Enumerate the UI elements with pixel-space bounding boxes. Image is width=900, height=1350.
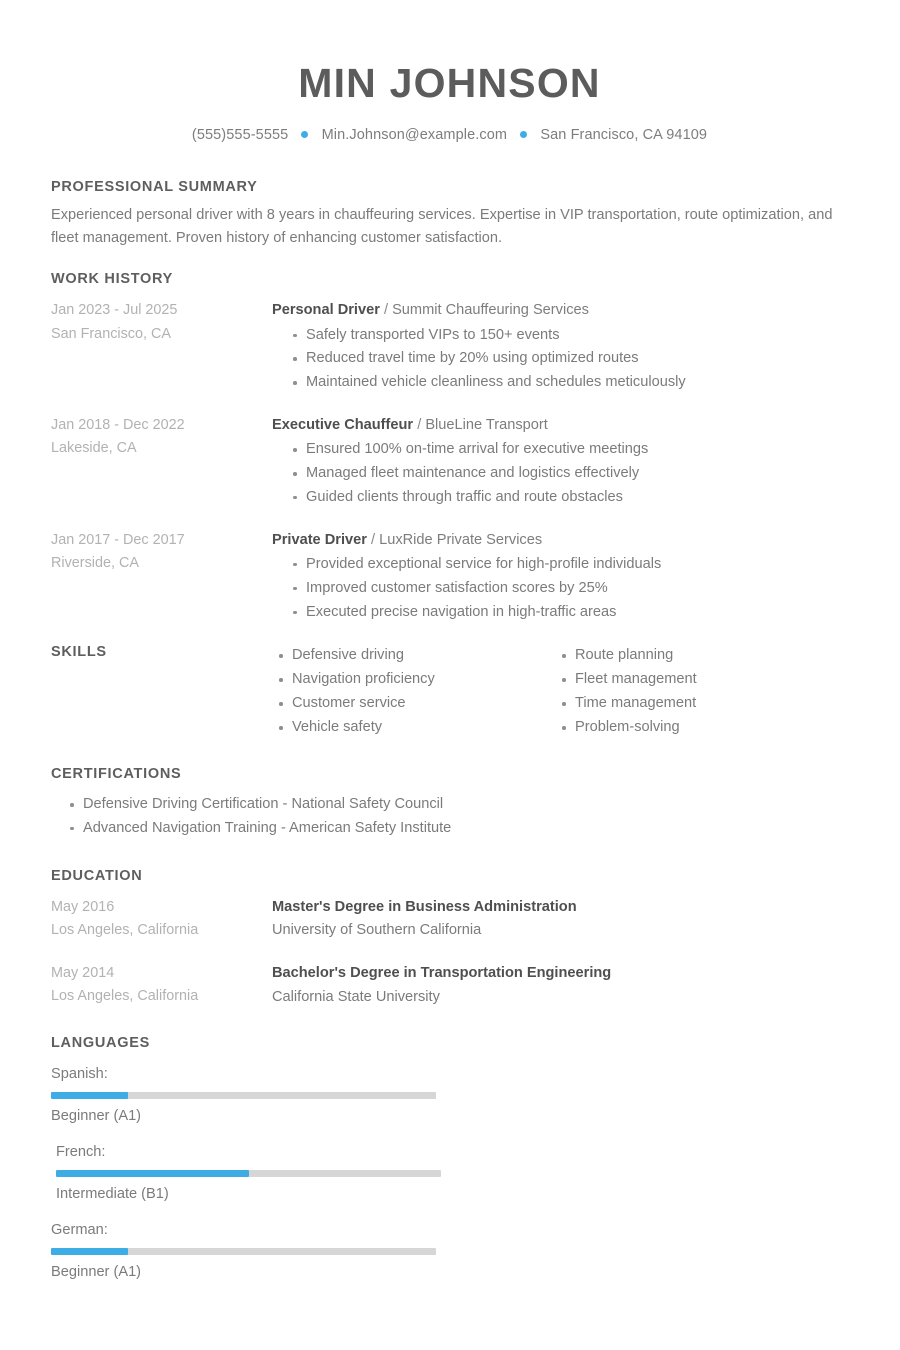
language-item — [51, 1064, 449, 1128]
work-entry-detail-column — [272, 529, 848, 625]
work-entry-detail-column — [272, 299, 848, 395]
work-entry-dates: Jan 2017 - Dec 2017 — [51, 531, 185, 548]
section-heading-summary: PROFESSIONAL SUMMARY — [51, 179, 258, 196]
work-entry-bullets — [272, 438, 848, 509]
skill-item: Defensive driving — [272, 644, 555, 668]
work-entry-location: Lakeside, CA — [51, 440, 137, 457]
work-bullet: Provided exceptional service for high-profile individuals — [272, 553, 848, 577]
work-entry-dates: Jan 2023 - Jul 2025 — [51, 302, 178, 319]
language-level: Intermediate (B1) — [56, 1185, 169, 1202]
summary-text: Experienced personal driver with 8 years in chauffeuring services. Expertise in VIP transportation, route optimization, and fleet management. Proven history of enhancing customer satisfaction. — [51, 207, 833, 246]
language-level: Beginner (A1) — [51, 1263, 142, 1280]
skill-item: Customer service — [272, 692, 555, 716]
certification-item: Defensive Driving Certification - National Safety Council — [51, 793, 848, 817]
work-bullet: Ensured 100% on-time arrival for executive meetings — [272, 438, 848, 462]
skill-item: Time management — [555, 692, 848, 716]
certifications-list — [51, 793, 848, 841]
work-entry-date-column — [51, 299, 272, 395]
work-entry-company: BlueLine Transport — [425, 416, 548, 433]
dot-separator-icon — [520, 131, 527, 138]
work-entry-job-title: Executive Chauffeur — [272, 416, 414, 433]
skills-column-left — [272, 644, 555, 740]
contact-line — [51, 127, 848, 143]
work-entry-detail-column — [272, 414, 848, 510]
phone-number: (555)555-5555 — [191, 127, 289, 144]
section-education — [51, 868, 848, 1010]
skill-item: Problem-solving — [555, 716, 848, 740]
education-school: California State University — [272, 988, 440, 1005]
education-entry-detail-column — [272, 962, 848, 1009]
education-entry-date-column — [51, 896, 272, 943]
language-proficiency-bar — [51, 1092, 436, 1099]
email-address: Min.Johnson@example.com — [321, 127, 508, 144]
work-entry-title-line — [272, 414, 848, 437]
work-entry — [51, 414, 848, 510]
work-entry-bullets — [272, 553, 848, 624]
work-entry-bullets — [272, 324, 848, 395]
skill-item: Route planning — [555, 644, 848, 668]
work-entry-location: Riverside, CA — [51, 554, 139, 571]
work-bullet: Guided clients through traffic and route obstacles — [272, 486, 848, 510]
title-separator: / — [383, 302, 389, 319]
education-degree: Bachelor's Degree in Transportation Engineering — [272, 964, 612, 981]
work-bullet: Improved customer satisfaction scores by 25% — [272, 577, 848, 601]
work-entry-title-line — [272, 529, 848, 552]
education-entry-date: May 2016 — [51, 898, 115, 915]
work-entry — [51, 529, 848, 625]
work-bullet: Reduced travel time by 20% using optimized routes — [272, 347, 848, 371]
work-entry-job-title: Private Driver — [272, 531, 367, 548]
skills-column-right — [555, 644, 848, 740]
section-languages — [51, 1035, 848, 1297]
education-school: University of Southern California — [272, 922, 482, 939]
skill-item: Fleet management — [555, 668, 848, 692]
language-name: German: — [51, 1221, 108, 1238]
dot-separator-icon — [301, 131, 308, 138]
education-entry-location: Los Angeles, California — [51, 988, 199, 1005]
education-entry-location: Los Angeles, California — [51, 921, 199, 938]
work-entry-title-line — [272, 299, 848, 322]
education-entry-date-column — [51, 962, 272, 1009]
section-professional-summary — [51, 179, 848, 249]
language-item — [51, 1220, 449, 1284]
skills-heading-column — [51, 644, 272, 740]
work-entry-dates: Jan 2018 - Dec 2022 — [51, 416, 185, 433]
language-proficiency-fill — [51, 1092, 128, 1099]
certification-item: Advanced Navigation Training - American Safety Institute — [51, 817, 848, 841]
section-heading-skills: SKILLS — [51, 644, 107, 661]
language-name: French: — [56, 1143, 106, 1160]
education-entry-detail-column — [272, 896, 848, 943]
section-skills — [51, 644, 848, 740]
section-heading-education: EDUCATION — [51, 867, 143, 884]
education-degree: Master's Degree in Business Administration — [272, 898, 577, 915]
title-separator: / — [417, 416, 422, 433]
work-entry-company: Summit Chauffeuring Services — [392, 302, 589, 319]
language-item — [56, 1142, 454, 1206]
page-title: MIN JOHNSON — [298, 60, 601, 106]
location-text: San Francisco, CA 94109 — [540, 127, 708, 144]
section-heading-certifications: CERTIFICATIONS — [51, 766, 182, 783]
section-heading-languages: LANGUAGES — [51, 1035, 150, 1052]
language-proficiency-bar — [51, 1248, 436, 1255]
language-name: Spanish: — [51, 1066, 108, 1083]
language-proficiency-bar — [56, 1170, 441, 1177]
education-entry — [51, 896, 848, 943]
education-entry-date: May 2014 — [51, 964, 115, 981]
work-entry-location: San Francisco, CA — [51, 325, 171, 342]
section-work-history — [51, 271, 848, 624]
work-entry — [51, 299, 848, 395]
language-proficiency-fill — [51, 1248, 128, 1255]
education-entry — [51, 962, 848, 1009]
section-certifications — [51, 766, 848, 841]
skill-item: Navigation proficiency — [272, 668, 555, 692]
work-entry-date-column — [51, 529, 272, 625]
section-heading-work-history: WORK HISTORY — [51, 271, 173, 288]
language-proficiency-fill — [56, 1170, 249, 1177]
work-entry-job-title: Personal Driver — [272, 302, 380, 319]
work-bullet: Maintained vehicle cleanliness and schedules meticulously — [272, 371, 848, 395]
work-bullet: Executed precise navigation in high-traffic areas — [272, 601, 848, 625]
language-level: Beginner (A1) — [51, 1108, 142, 1125]
work-entry-date-column — [51, 414, 272, 510]
skill-item: Vehicle safety — [272, 716, 555, 740]
title-separator: / — [370, 531, 376, 548]
work-bullet: Safely transported VIPs to 150+ events — [272, 324, 848, 348]
languages-grid — [51, 1064, 848, 1297]
work-bullet: Managed fleet maintenance and logistics effectively — [272, 462, 848, 486]
work-entry-company: LuxRide Private Services — [379, 531, 543, 548]
